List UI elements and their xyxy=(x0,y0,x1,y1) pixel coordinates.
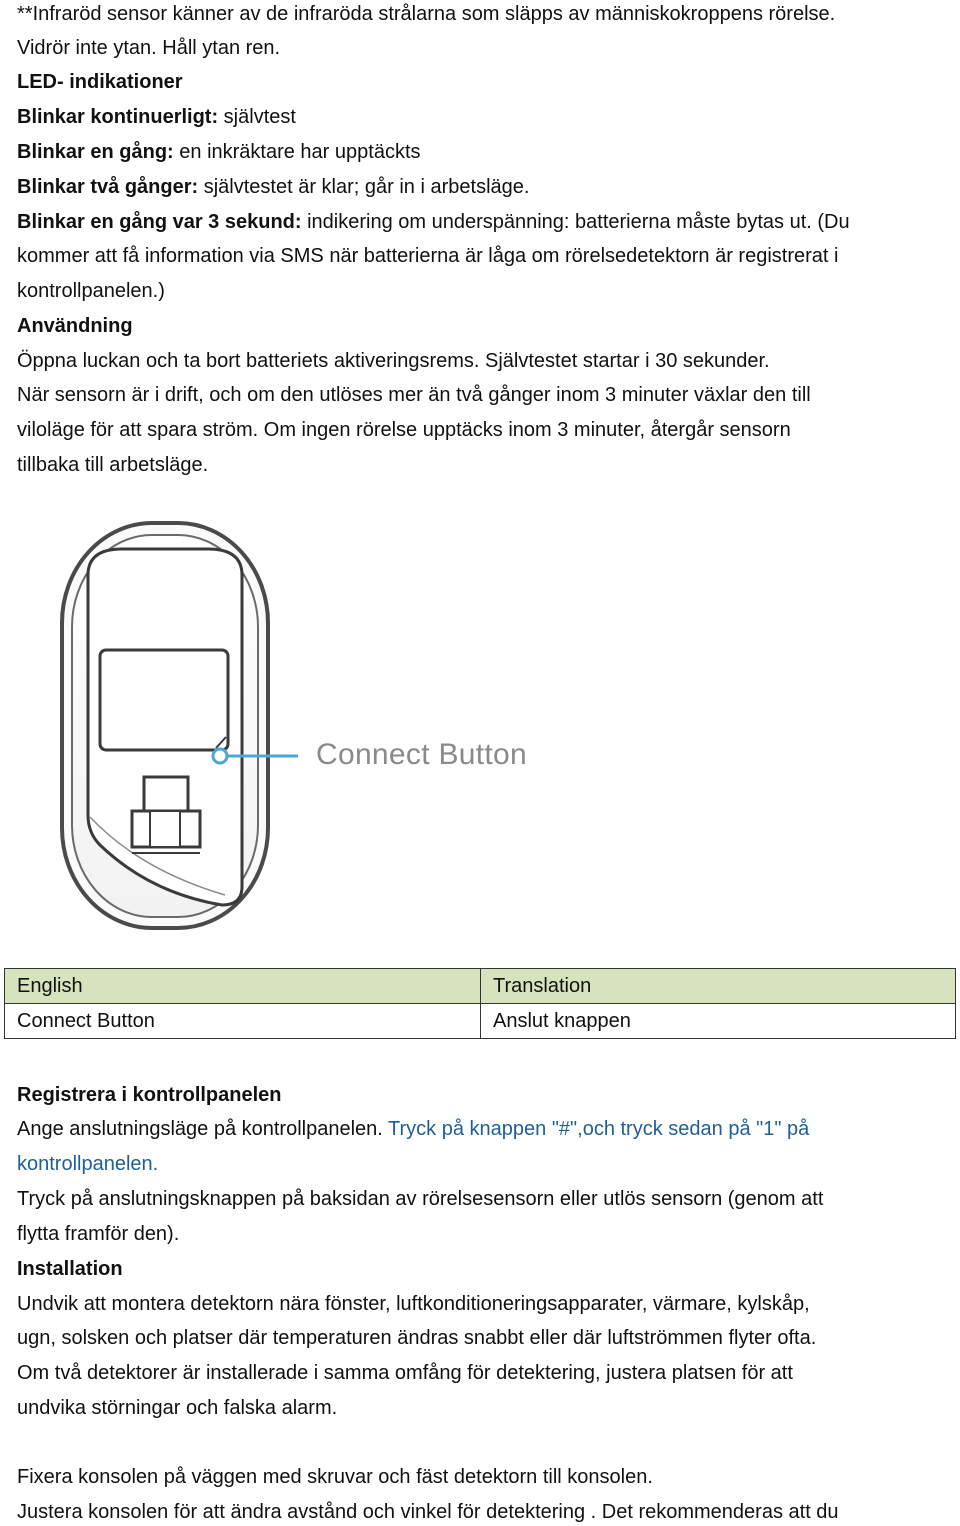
led-heading: LED- indikationer xyxy=(17,71,183,93)
connect-button-dot xyxy=(213,749,227,763)
register-line-2: kontrollpanelen. xyxy=(17,1153,159,1175)
table-header-translation: Translation xyxy=(481,969,956,1004)
translation-table xyxy=(4,968,956,1039)
led-item-4-cont-2: kontrollpanelen.) xyxy=(17,280,165,302)
intro-line-2: Vidrör inte ytan. Håll ytan ren. xyxy=(17,37,281,59)
register-line-1 xyxy=(17,1117,946,1141)
table-header-row xyxy=(5,969,956,1004)
installation-line-6: Justera konsolen för att ändra avstånd och vinkel för detektering . Det rekommenderas att du xyxy=(17,1501,839,1523)
intro-line-1: **Infraröd sensor känner av de infraröda strålarna som släpps av människokroppens rörelse. xyxy=(17,3,836,25)
register-line-1-plain: Ange anslutningsläge på kontrollpanelen. xyxy=(17,1118,389,1140)
register-heading: Registrera i kontrollpanelen xyxy=(17,1084,282,1106)
led-item-4-text: indikering om underspänning: batterierna måste bytas ut. (Du xyxy=(301,211,850,233)
sensor-figure xyxy=(40,515,580,935)
sensor-clip-slot xyxy=(150,811,180,847)
led-item-4 xyxy=(17,210,946,234)
installation-line-3: Om två detektorer är installerade i samma omfång för detektering, justera platsen för att xyxy=(17,1362,793,1384)
installation-line-2: ugn, solsken och platser där temperaturen ändras snabbt eller där luftströmmen flyter ofta. xyxy=(17,1327,817,1349)
register-line-4: flytta framför den). xyxy=(17,1223,180,1245)
sensor-clip-top xyxy=(144,777,188,811)
led-item-1 xyxy=(17,105,946,129)
led-item-1-text: självtest xyxy=(218,106,296,128)
connect-button-label: Connect Button xyxy=(316,738,528,771)
led-item-2-text: en inkräktare har upptäckts xyxy=(173,141,421,163)
table-header-english: English xyxy=(5,969,481,1004)
register-line-1-instruction: Tryck på knappen "#",och tryck sedan på "1" på xyxy=(388,1118,810,1140)
usage-heading: Användning xyxy=(17,315,133,337)
table-row xyxy=(5,1004,956,1039)
register-line-3: Tryck på anslutningsknappen på baksidan av rörelsesensorn eller utlös sensorn (genom att xyxy=(17,1188,824,1210)
usage-line-4: tillbaka till arbetsläge. xyxy=(17,454,209,476)
table-cell-english: Connect Button xyxy=(5,1004,481,1039)
led-item-3-text: självtestet är klar; går in i arbetsläge. xyxy=(198,176,530,198)
usage-line-3: viloläge för att spara ström. Om ingen rörelse upptäcks inom 3 minuter, återgår sensorn xyxy=(17,419,791,441)
led-item-4-label: Blinkar en gång var 3 sekund: xyxy=(17,211,302,233)
sensor-illustration xyxy=(40,515,580,935)
led-item-2-label: Blinkar en gång: xyxy=(17,141,174,163)
table-cell-translation: Anslut knappen xyxy=(481,1004,956,1039)
led-item-4-cont-1: kommer att få information via SMS när batterierna är låga om rörelsedetektorn är registrerat i xyxy=(17,245,839,267)
usage-line-2: När sensorn är i drift, och om den utlöses mer än två gånger inom 3 minuter växlar den till xyxy=(17,384,811,406)
led-item-3-label: Blinkar två gånger: xyxy=(17,176,199,198)
installation-line-1: Undvik att montera detektorn nära fönster, luftkonditioneringsapparater, värmare, kylskåp, xyxy=(17,1293,810,1315)
installation-line-4: undvika störningar och falska alarm. xyxy=(17,1397,338,1419)
installation-line-5: Fixera konsolen på väggen med skruvar och fäst detektorn till konsolen. xyxy=(17,1466,653,1488)
led-item-1-label: Blinkar kontinuerligt: xyxy=(17,106,219,128)
usage-line-1: Öppna luckan och ta bort batteriets aktiveringsrems. Självtestet startar i 30 sekunder. xyxy=(17,350,770,372)
sensor-label-window xyxy=(100,650,228,750)
led-item-2 xyxy=(17,140,946,164)
led-item-3 xyxy=(17,175,946,199)
installation-heading: Installation xyxy=(17,1258,123,1280)
